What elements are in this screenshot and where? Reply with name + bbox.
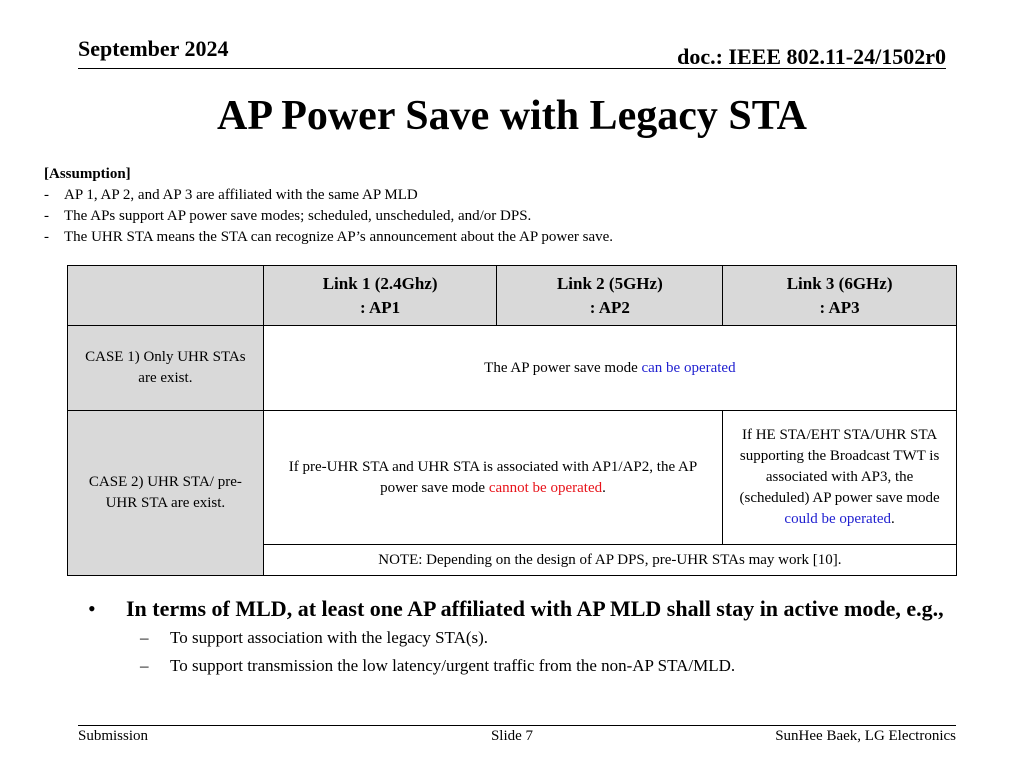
case2-note: NOTE: Depending on the design of AP DPS, pre-UHR STAs may work [10].: [263, 545, 956, 576]
case2-link3-text: If HE STA/EHT STA/UHR STA supporting the Broadcast TWT is associated with AP3, the (scheduled) AP power save mode: [739, 427, 940, 506]
case1-cell: [263, 326, 956, 411]
column-header-line: Link 2 (5GHz): [556, 273, 663, 293]
column-header-link2: [497, 266, 723, 326]
case2-link12-highlight: cannot be operated: [488, 479, 603, 496]
table-row-case2: [68, 411, 957, 545]
case2-link3-highlight: could be operated: [784, 511, 892, 527]
case1-text: The AP power save mode: [484, 359, 642, 376]
case2-link3-end: .: [891, 511, 895, 527]
footer-submission: Submission: [78, 728, 149, 744]
header-date: September 2024: [78, 36, 229, 61]
assumption-heading: [Assumption]: [44, 166, 131, 182]
footer-divider: [78, 725, 956, 726]
column-header-link3: [723, 266, 957, 326]
column-header-line: Link 3 (6GHz): [786, 273, 893, 293]
assumption-item: - The APs support AP power save modes; scheduled, unscheduled, and/or DPS.: [44, 208, 532, 224]
column-header-line: : AP3: [819, 297, 860, 317]
footer-slide-number: Slide 7: [490, 728, 534, 744]
bullet-main: • In terms of MLD, at least one AP affiliated with AP MLD shall stay in active mode, e.g.,: [88, 596, 944, 621]
case2-link12-end: .: [602, 479, 606, 496]
assumption-item-text: AP 1, AP 2, and AP 3 are affiliated with the same AP MLD: [64, 187, 418, 203]
column-header-link1: [263, 266, 497, 326]
table-header-row: [68, 266, 957, 326]
bullet-sub-text: To support association with the legacy STA(s).: [170, 628, 489, 647]
case2-label: CASE 2) UHR STA/ pre-UHR STA are exist.: [68, 411, 264, 576]
bullet-sub-text: To support transmission the low latency/urgent traffic from the non-AP STA/MLD.: [170, 656, 736, 675]
case1-label: CASE 1) Only UHR STAs are exist.: [68, 326, 264, 411]
column-header-line: Link 1 (2.4Ghz): [322, 273, 438, 293]
assumption-item-text: The UHR STA means the STA can recognize AP’s announcement about the AP power save.: [64, 229, 614, 245]
case2-link12-cell: [263, 411, 722, 545]
bullet-main-text: In terms of MLD, at least one AP affiliated with AP MLD shall stay in active mode, e.g.,: [126, 596, 944, 621]
slide-title: AP Power Save with Legacy STA: [217, 93, 807, 139]
assumption-item-text: The APs support AP power save modes; scheduled, unscheduled, and/or DPS.: [64, 208, 532, 224]
table-row-case1: [68, 326, 957, 411]
assumption-item: - The UHR STA means the STA can recognize AP’s announcement about the AP power save.: [44, 229, 614, 245]
link-case-table: [67, 265, 957, 576]
table-corner-cell: [68, 266, 264, 326]
header-doc-id: doc.: IEEE 802.11-24/1502r0: [677, 44, 946, 69]
bullet-sub: – To support association with the legacy STA(s).: [140, 628, 489, 647]
case2-link12-text: If pre-UHR STA and UHR STA is associated with AP1/AP2, the AP power save mode: [288, 458, 698, 496]
bullet-sub: – To support transmission the low latency/urgent traffic from the non-AP STA/MLD.: [140, 656, 736, 675]
footer-author: SunHee Baek, LG Electronics: [775, 728, 956, 744]
assumption-block: [44, 164, 944, 248]
column-header-line: : AP1: [360, 297, 401, 317]
case1-highlight: can be operated: [641, 359, 736, 376]
case2-link3-cell: [723, 411, 957, 545]
bullet-list: [88, 594, 968, 680]
assumption-item: - AP 1, AP 2, and AP 3 are affiliated with the same AP MLD: [44, 187, 418, 203]
column-header-line: : AP2: [589, 297, 630, 317]
header-divider: [78, 68, 946, 69]
